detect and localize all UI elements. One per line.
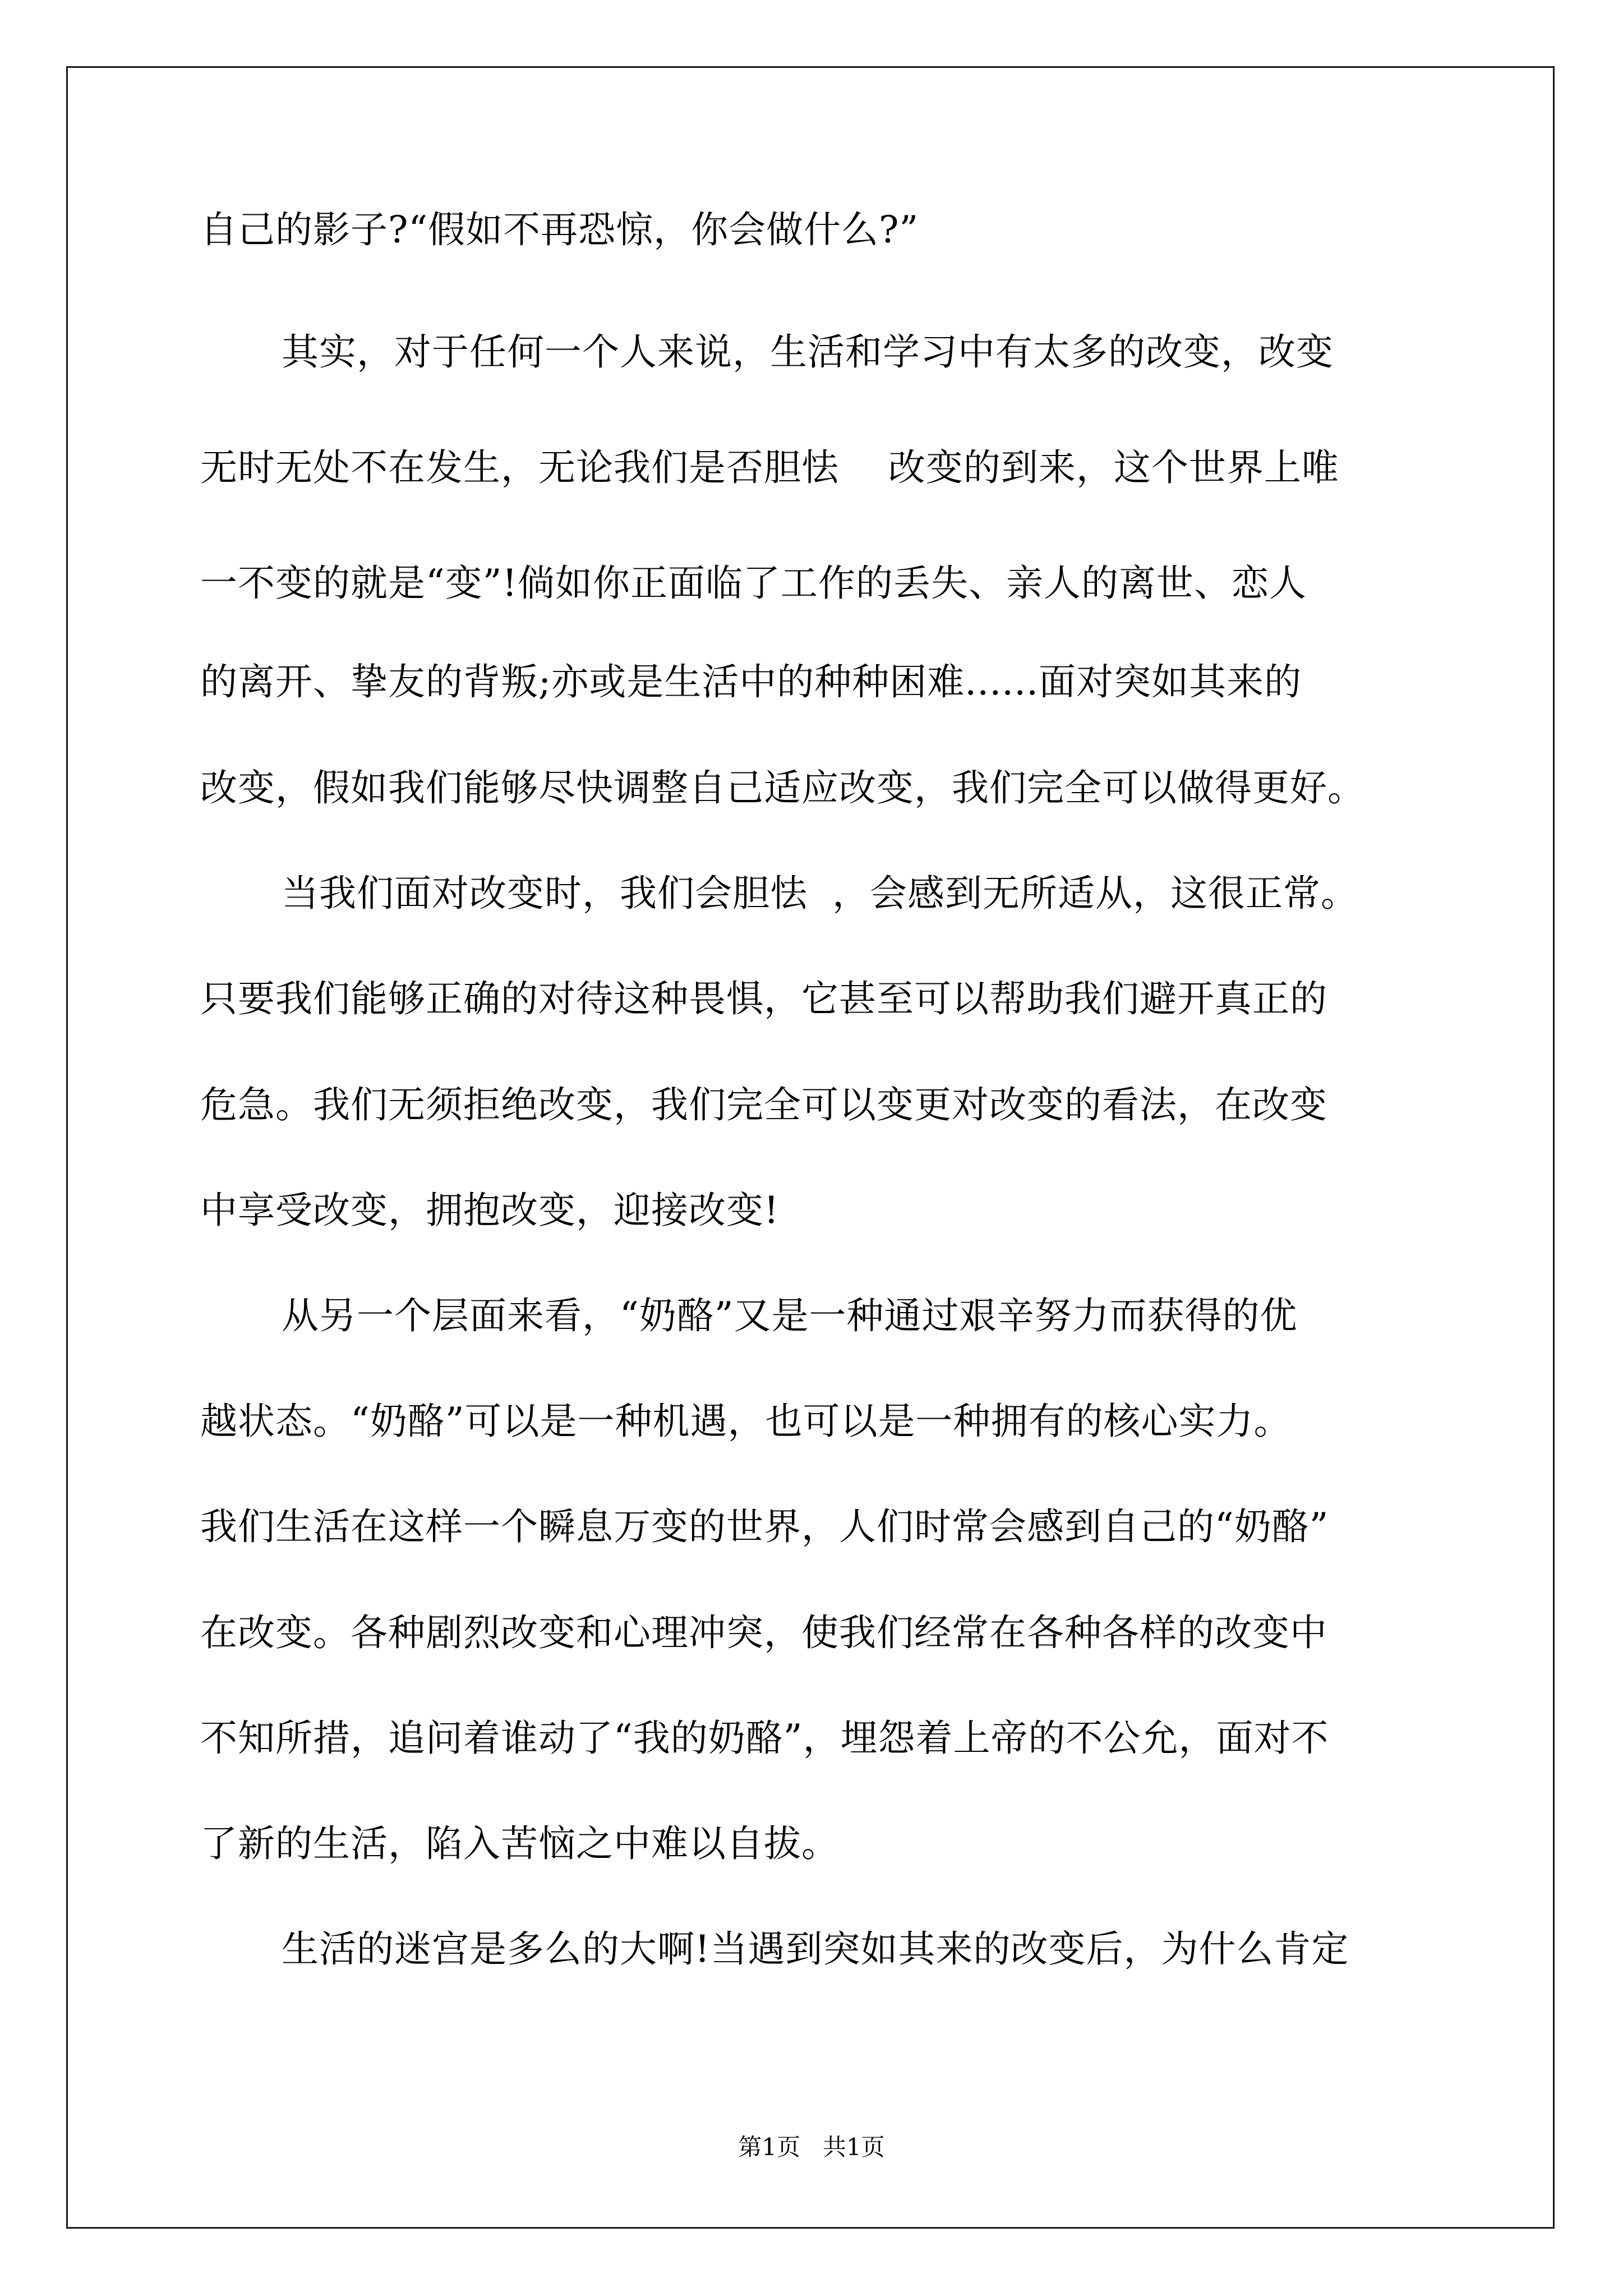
text-line: 不知所措，追问着谁动了“我的奶酪”，埋怨着上帝的不公允，面对不 <box>200 1717 1329 1760</box>
text-line: 改变，假如我们能够尽快调整自己适应改变，我们完全可以做得更好。 <box>200 766 1365 809</box>
text-line: 越状态。“奶酪”可以是一种机遇，也可以是一种拥有的核心实力。 <box>200 1400 1292 1443</box>
paragraph-first-line: 从另一个层面来看，“奶酪”又是一种通过艰辛努力而获得的优 <box>282 1294 1298 1337</box>
paragraph-first-line: 其实，对于任何一个人来说，生活和学习中有太多的改变，改变 <box>282 330 1334 374</box>
text-line: 在改变。各种剧烈改变和心理冲突，使我们经常在各种各样的改变中 <box>200 1611 1327 1654</box>
paragraph-first-line: 生活的迷宫是多么的大啊!当遇到突如其来的改变后，为什么肯定 <box>282 1927 1349 1971</box>
text-line: 的离开、挚友的背叛;亦或是生活中的种种困难......面对突如其来的 <box>200 660 1302 703</box>
text-line: 一不变的就是“变”!倘如你正面临了工作的丢失、亲人的离世、恋人 <box>200 562 1307 605</box>
text-line: 只要我们能够正确的对待这种畏惧，它甚至可以帮助我们避开真正的 <box>200 977 1327 1020</box>
page-border <box>66 66 1555 2229</box>
text-line: 无时无处不在发生，无论我们是否胆怯 改变的到来，这个世界上唯 <box>200 446 1339 489</box>
text-line: 危急。我们无须拒绝改变，我们完全可以变更对改变的看法，在改变 <box>200 1083 1327 1126</box>
text-line: 中享受改变，拥抱改变，迎接改变! <box>200 1189 780 1232</box>
paragraph-first-line: 当我们面对改变时，我们会胆怯 ，会感到无所适从，这很正常。 <box>282 872 1358 915</box>
page-number: 第1页 共1页 <box>738 2133 885 2161</box>
text-line: 我们生活在这样一个瞬息万变的世界，人们时常会感到自己的“奶酪” <box>200 1505 1329 1548</box>
text-line: 自己的影子?“假如不再恐惊，你会做什么?” <box>200 208 919 251</box>
text-line: 了新的生活，陷入苦恼之中难以自拔。 <box>200 1822 839 1865</box>
